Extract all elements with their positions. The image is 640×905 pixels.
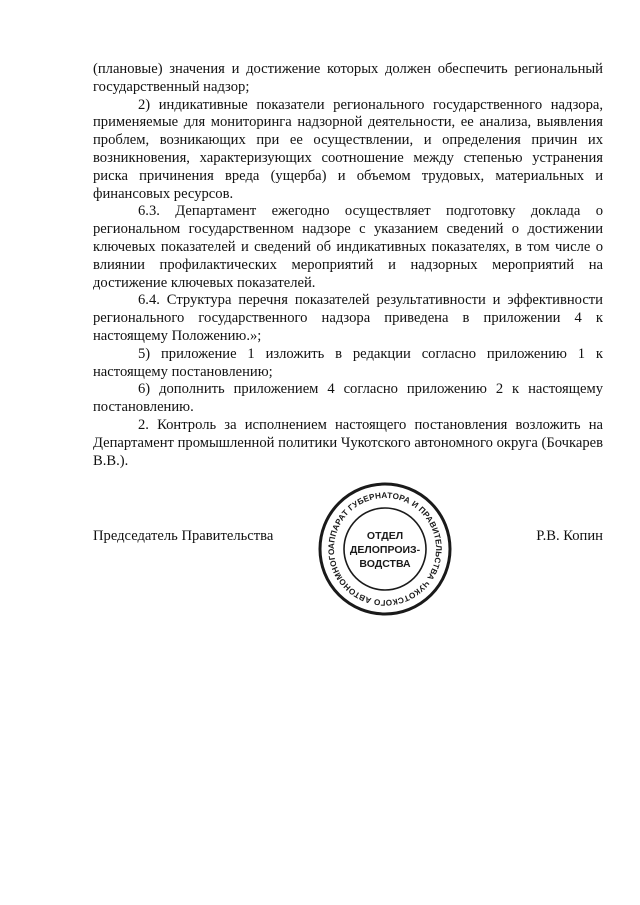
paragraph-item-6: 6) дополнить приложением 4 согласно приложению 2 к настоящему постановлению.	[93, 381, 603, 416]
paragraph-item-5: 5) приложение 1 изложить в редакции согласно приложению 1 к настоящему постановлению;	[93, 345, 603, 380]
document-body	[93, 61, 603, 470]
paragraph-continuation: (плановые) значения и достижение которых должен обеспечить региональный государственный надзор;	[93, 61, 603, 95]
stamp-seal-icon	[317, 481, 453, 617]
paragraph-control: 2. Контроль за исполнением настоящего постановления возложить на Департамент промышленной политики Чукотского автономного округа (Бочкарев В.В.).	[93, 416, 603, 469]
stamp-center-line-2: ДЕЛОПРОИЗ-	[349, 544, 421, 556]
official-stamp	[317, 481, 453, 617]
stamp-center-line-3: ВОДСТВА	[359, 558, 411, 570]
stamp-center-line-1: ОТДЕЛ	[366, 530, 404, 542]
signatory-name: Р.В. Копин	[536, 528, 603, 544]
paragraph-indicative-indicators: 2) индикативные показатели регионального государственного надзора, применяемые для мониторинга надзорной деятельности, ее анализа, выявления проблем, возникающих при ее осуществлении, и определения причин их возникновения, характеризующих соотношение между степенью устранения риска причинения вреда (ущерба) и объемом трудовых, материальных и финансовых ресурсов.	[93, 96, 603, 202]
paragraph-6-4: 6.4. Структура перечня показателей результативности и эффективности регионального государственного надзора приведена в приложении 4 к настоящему Положению.»;	[93, 292, 603, 344]
signatory-position: Председатель Правительства	[93, 528, 274, 544]
stamp-ring-text: АППАРАТ ГУБЕРНАТОРА И ПРАВИТЕЛЬСТВА ЧУКОТСКОГО АВТОНОМНОГО	[326, 490, 444, 608]
paragraph-6-3: 6.3. Департамент ежегодно осуществляет подготовку доклада о региональном государственном надзоре с указанием сведений о достижении ключевых показателей и сведений об индикативных показателях, в том числе о влиянии профилактических мероприятий и надзорных мероприятий на достижение ключевых показателей.	[93, 203, 603, 291]
